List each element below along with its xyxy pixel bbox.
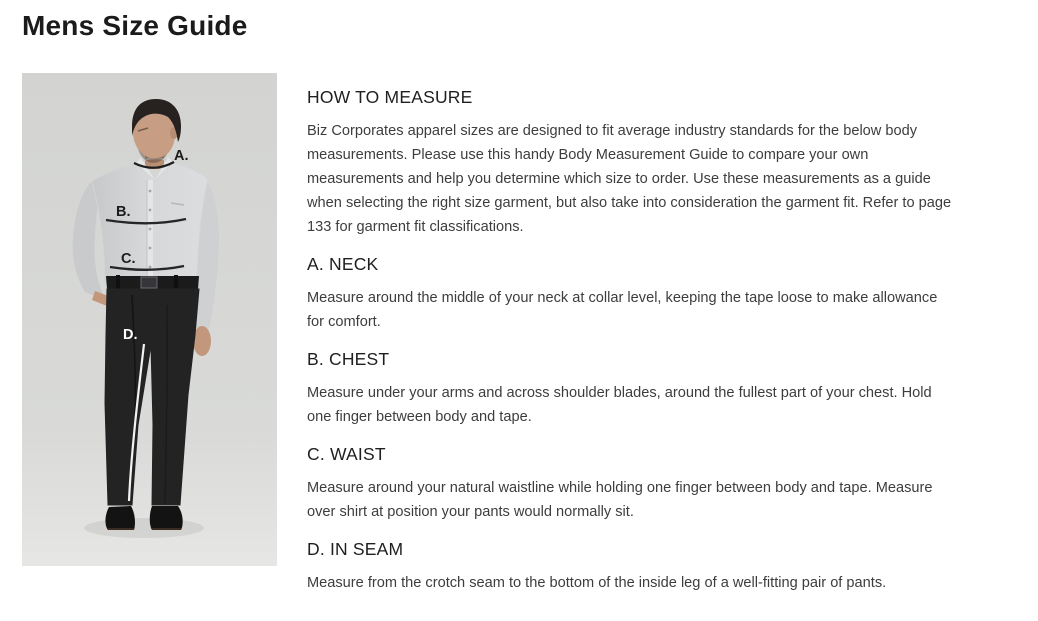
model-left-shoe xyxy=(105,506,135,530)
floor-shadow xyxy=(84,518,204,538)
section-heading: D. IN SEAM xyxy=(307,539,404,559)
belt-loop xyxy=(116,275,120,290)
section-neck xyxy=(307,253,955,334)
marker-c: C. xyxy=(121,251,136,267)
model-right-shoe xyxy=(150,506,183,530)
section-heading: B. CHEST xyxy=(307,349,390,369)
section-heading: HOW TO MEASURE xyxy=(307,87,473,107)
page-title: Mens Size Guide xyxy=(22,10,248,41)
section-chest xyxy=(307,348,955,429)
belt-loop xyxy=(174,275,178,290)
instructions-column xyxy=(307,73,955,595)
section-body: Measure from the crotch seam to the bottom of the inside leg of a well-fitting pair of pants. xyxy=(307,575,887,591)
marker-b: B. xyxy=(116,204,131,220)
section-heading: A. NECK xyxy=(307,254,379,274)
section-body: Measure around the middle of your neck at collar level, keeping the tape loose to make allowance for comfort. xyxy=(307,290,938,330)
section-body: Measure under your arms and across shoulder blades, around the fullest part of your chest. Hold one finger between body and tape. xyxy=(307,385,932,425)
section-how-to-measure xyxy=(307,86,955,239)
content-row xyxy=(22,73,1038,595)
measurement-photo xyxy=(22,73,277,566)
belt-buckle xyxy=(141,277,157,288)
marker-d: D. xyxy=(123,327,138,343)
section-waist xyxy=(307,443,955,524)
section-heading: C. WAIST xyxy=(307,444,386,464)
marker-a: A. xyxy=(174,148,189,164)
section-body: Measure around your natural waistline while holding one finger between body and tape. Measure over shirt at position your pants would normally sit. xyxy=(307,480,933,520)
section-body: Biz Corporates apparel sizes are designed to fit average industry standards for the below body measurements. Please use this handy Body Measurement Guide to compare your own measurements and help you determine which size to order. Use these measurements as a guide when selecting the right size garment, but also take into consideration the garment fit. Refer to page 133 for garment fit classifications. xyxy=(307,123,952,235)
section-inseam xyxy=(307,538,955,595)
model-illustration xyxy=(22,73,277,566)
